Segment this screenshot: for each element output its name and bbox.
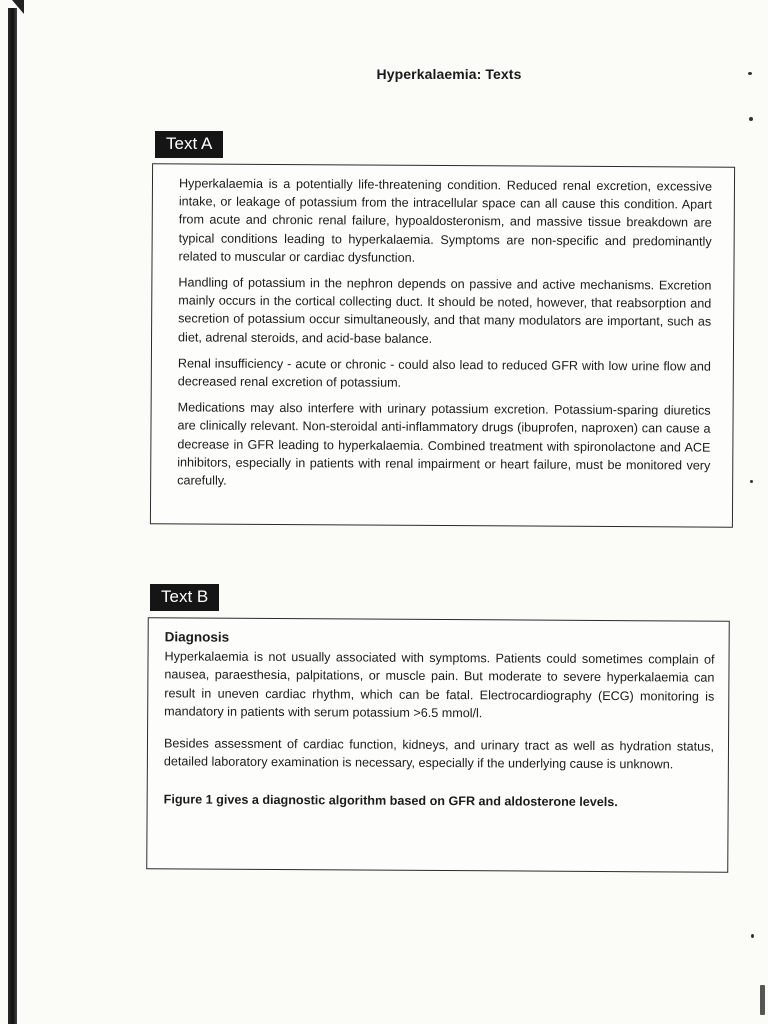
scan-speck [751, 934, 754, 938]
page-binding-edge [8, 8, 17, 1024]
scan-speck [748, 72, 752, 75]
figure-reference-note: Figure 1 gives a diagnostic algorithm based on GFR and aldosterone levels. [163, 792, 618, 810]
scan-speck [750, 480, 753, 483]
text-a-paragraph-2: Handling of potassium in the nephron depends on passive and active mechanisms. Excretion mainly occurs in the cortical collecting duct. It should be noted, however, that reabsorption and secretion of potassium occur simultaneously, and that many modulators are important, such as diet, adrenal steroids, and acid-base balance. [178, 275, 712, 346]
scan-speck [749, 117, 753, 121]
text-a-box [150, 163, 735, 528]
text-b-label: Text B [150, 584, 219, 611]
scan-edge-mark [760, 985, 765, 1015]
text-b-paragraph-2: Besides assessment of cardiac function, kidneys, and urinary tract as well as hydration status, detailed laboratory examination is necessary, especially if the underlying cause is unknown. [163, 736, 715, 772]
text-b-paragraph-1: Hyperkalaemia is not usually associated with symptoms. Patients could sometimes complain of nausea, paraesthesia, palpitations, or muscle pain. But moderate to severe hyperkalaemia can result in uneven cardiac rhythm, which can be fatal. Electrocardiography (ECG) monitoring is mandatory in patients with serum potassium >6.5 mmol/l. [164, 649, 715, 721]
page-title: Hyperkalaemia: Texts [376, 66, 522, 82]
text-a-paragraph-1: Hyperkalaemia is a potentially life-threatening condition. Reduced renal excretion, excessive intake, or leakage of potassium from the intracellular space can all cause this condition. Apart from acute and chronic renal failure, hypoaldosteronism, and massive tissue breakdown are typical conditions leading to hyperkalaemia. Symptoms are non-specific and predominantly related to muscular or cardiac dysfunction. [178, 176, 713, 265]
text-a-label: Text A [155, 131, 223, 158]
text-b-box [146, 617, 730, 873]
diagnosis-heading: Diagnosis [164, 629, 230, 645]
text-a-paragraph-3: Renal insufficiency - acute or chronic - could also lead to reduced GFR with low urine flow and decreased renal excretion of potassium. [177, 356, 711, 390]
binding-corner-mark [12, 0, 24, 14]
text-a-paragraph-4: Medications may also interfere with urinary potassium excretion. Potassium-sparing diuretics are clinically relevant. Non-steroidal anti-inflammatory drugs (ibuprofen, naproxen) can cause a decrease in GFR leading to hyperkalaemia. Combined treatment with spironolactone and ACE inhibitors, especially in patients with renal impairment or heart failure, must be monitored very carefully. [177, 400, 711, 488]
